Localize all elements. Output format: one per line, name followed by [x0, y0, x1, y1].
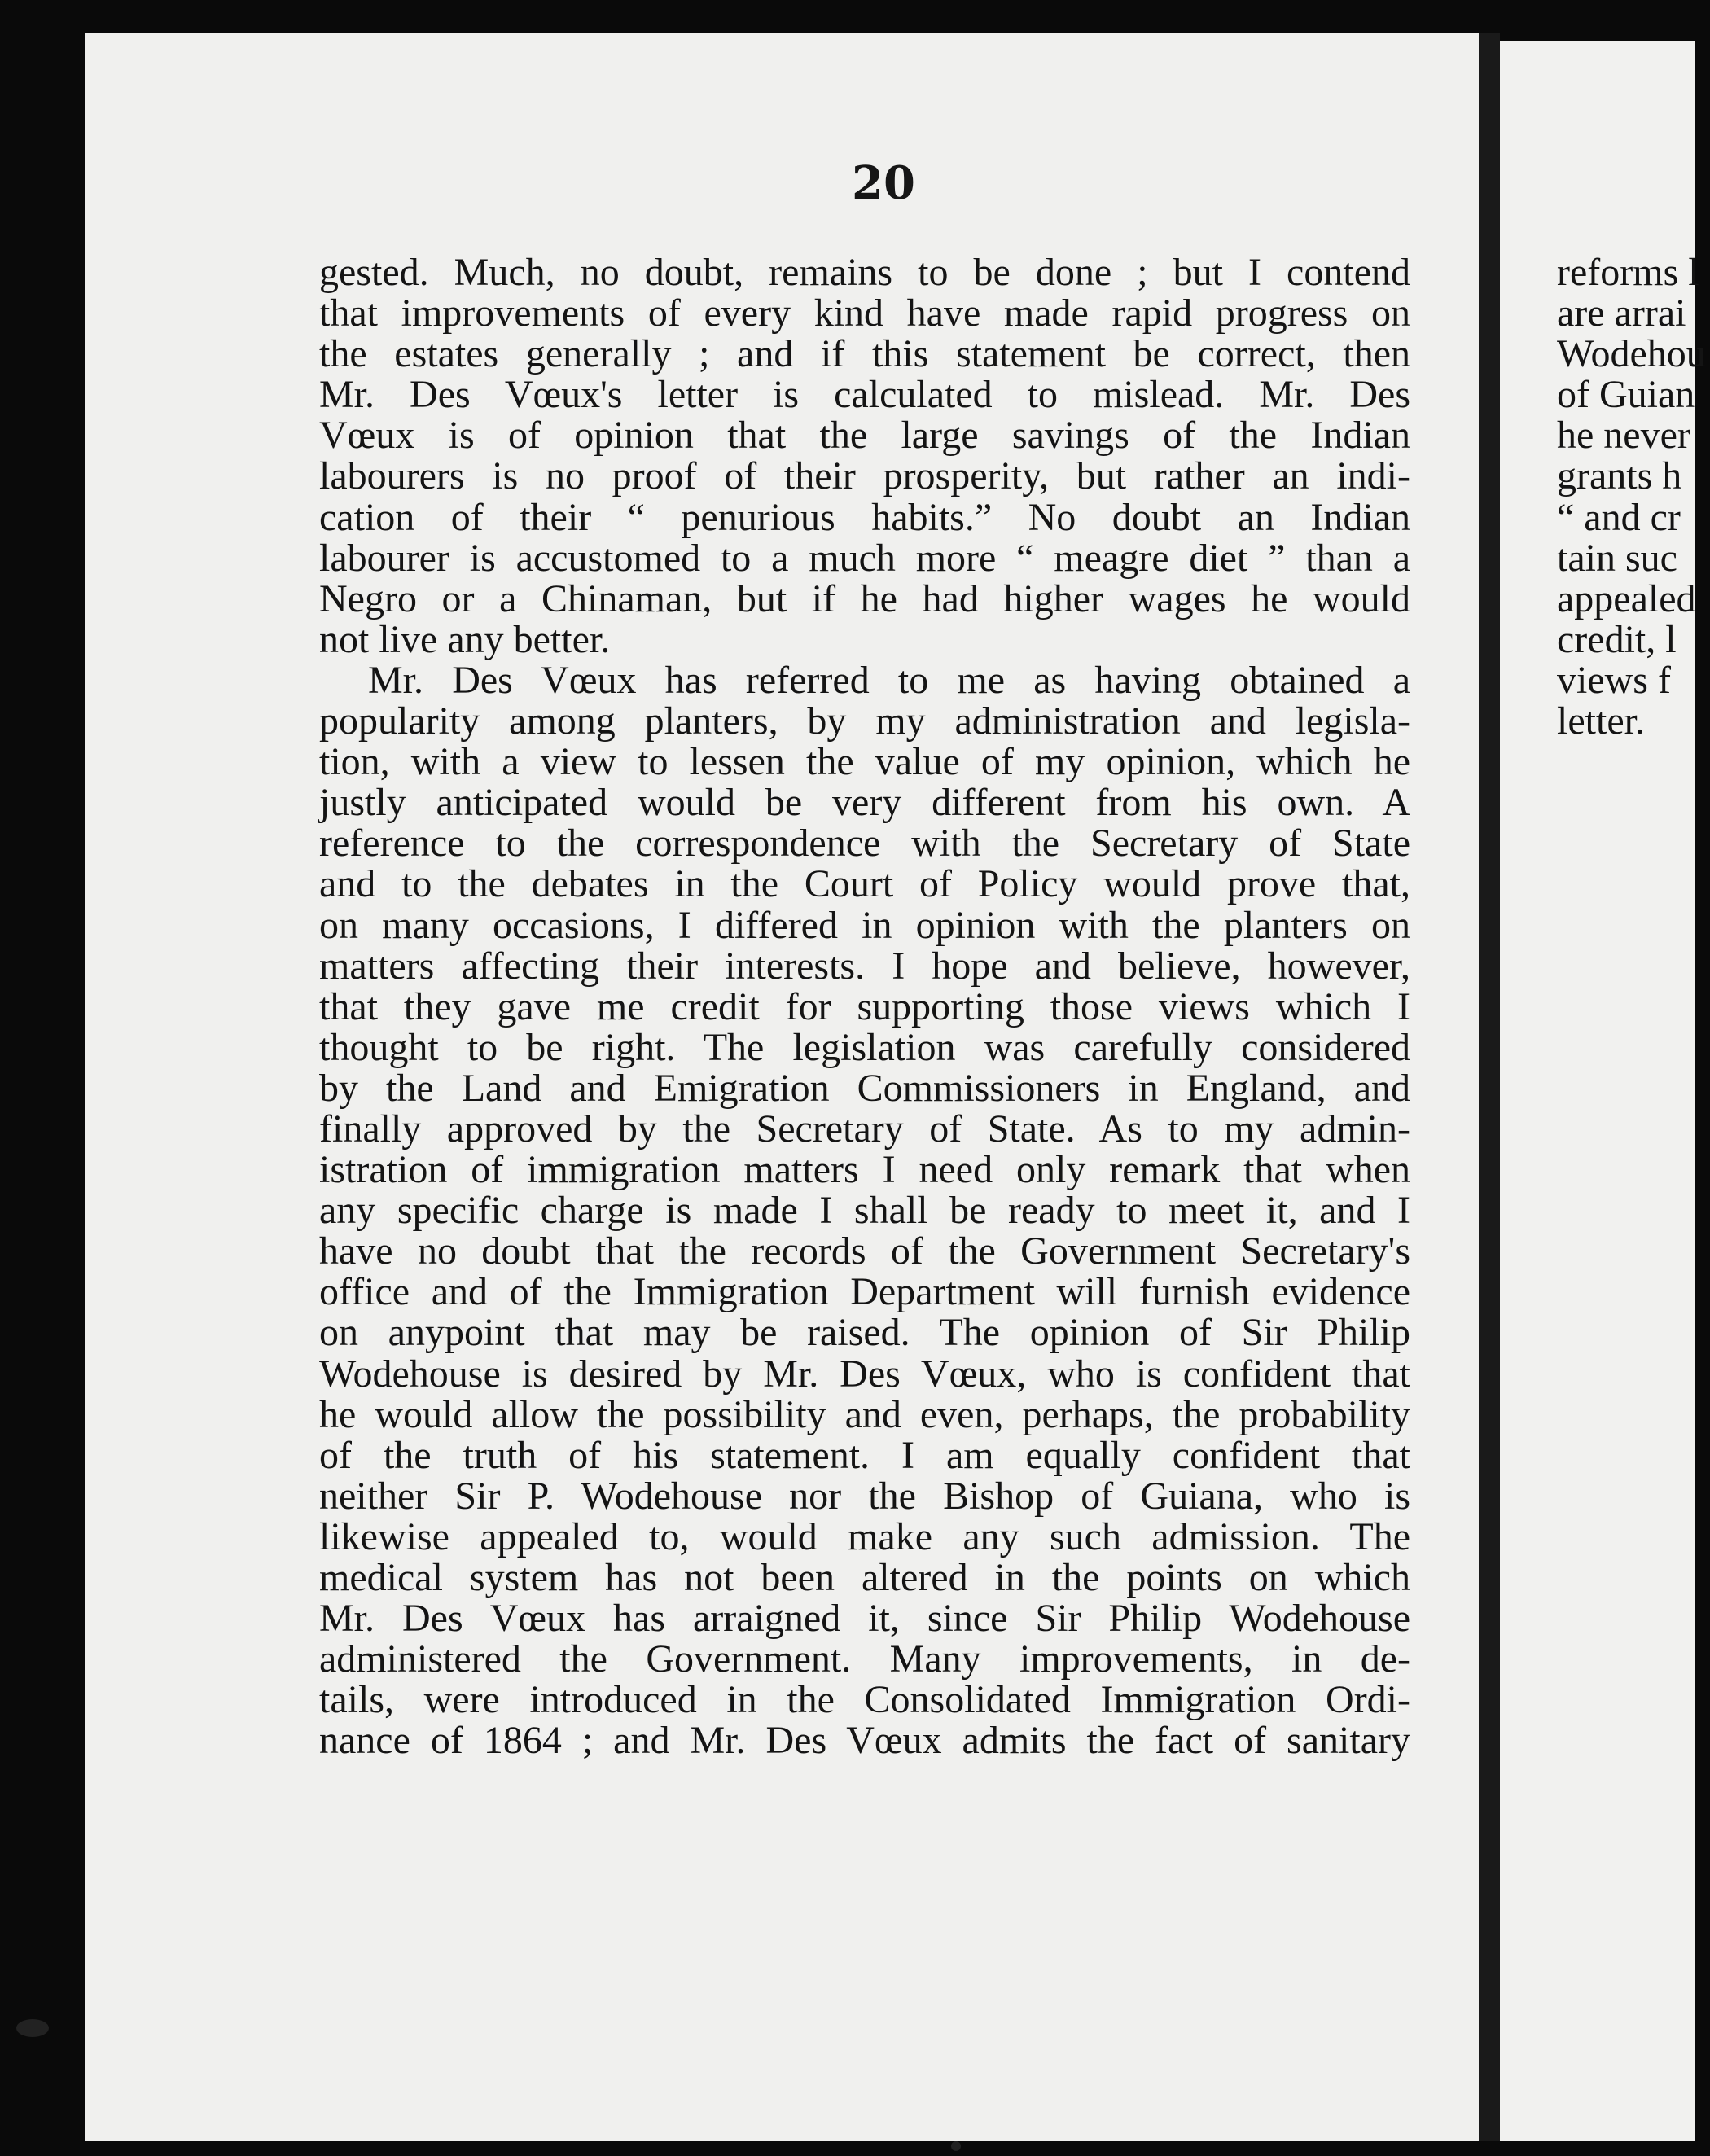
- right-text-line: of Guian: [1557, 373, 1695, 417]
- text-line: Negro or a Chinaman, but if he had higher wages he would: [319, 576, 1410, 620]
- text-line: finally approved by the Secretary of State. As to my admin-: [319, 1106, 1410, 1150]
- text-line: likewise appealed to, would make any such admission. The: [319, 1514, 1410, 1558]
- text-line: that improvements of every kind have made rapid progress on: [319, 291, 1410, 335]
- text-line: justly anticipated would be very different from his own. A: [319, 781, 1410, 825]
- right-text-line: grants h: [1557, 454, 1682, 498]
- text-line: popularity among planters, by my administration and legisla-: [319, 699, 1410, 743]
- text-line: Mr. Des Vœux has arraigned it, since Sir Philip Wodehouse: [319, 1597, 1410, 1641]
- right-text-line: letter.: [1557, 699, 1645, 743]
- text-line: Wodehouse is desired by Mr. Des Vœux, who is confident that: [319, 1352, 1410, 1396]
- text-line: neither Sir P. Wodehouse nor the Bishop of Guiana, who is: [319, 1474, 1410, 1518]
- scan-speck: [951, 2141, 961, 2151]
- text-line: not live any better.: [319, 617, 611, 661]
- right-text-line: views f: [1557, 658, 1671, 702]
- text-line: tion, with a view to lessen the value of my opinion, which he: [319, 740, 1410, 784]
- right-text-line: tain suc: [1557, 536, 1677, 580]
- scan-speck: [16, 2019, 49, 2037]
- right-page-text-block: [1557, 252, 1706, 742]
- text-line: have no doubt that the records of the Government Secretary's: [319, 1229, 1410, 1273]
- page-number: 20: [852, 156, 915, 210]
- book-gutter: [1479, 33, 1500, 2141]
- text-line: and to the debates in the Court of Policy would prove that,: [319, 862, 1410, 906]
- right-text-line: credit, l: [1557, 617, 1677, 661]
- text-line: medical system has not been altered in the points on which: [319, 1556, 1410, 1599]
- text-line: Vœux is of opinion that the large savings of the Indian: [319, 414, 1410, 458]
- text-line: any specific charge is made I shall be ready to meet it, and I: [319, 1189, 1410, 1233]
- text-line: the estates generally ; and if this statement be correct, then: [319, 332, 1410, 376]
- text-line: gested. Much, no doubt, remains to be done ; but I contend: [319, 251, 1410, 294]
- text-line: labourer is accustomed to a much more “ meagre diet ” than a: [319, 536, 1410, 580]
- right-text-line: appealed: [1557, 576, 1696, 620]
- right-text-line: Wodehou: [1557, 332, 1706, 376]
- text-line: office and of the Immigration Department will furnish evidence: [319, 1270, 1410, 1314]
- text-line: nance of 1864 ; and Mr. Des Vœux admits the fact of sanitary: [319, 1719, 1410, 1763]
- paragraph-start-line: Mr. Des Vœux has referred to me as having obtained a: [368, 658, 1410, 702]
- right-text-line: reforms l: [1557, 251, 1699, 294]
- right-text-line: are arrai: [1557, 291, 1686, 335]
- text-line: on many occasions, I differed in opinion with the planters on: [319, 903, 1410, 947]
- text-line: istration of immigration matters I need only remark that when: [319, 1148, 1410, 1192]
- right-text-line: “ and cr: [1557, 495, 1681, 539]
- right-text-line: he never: [1557, 414, 1690, 458]
- text-line: that they gave me credit for supporting those views which I: [319, 984, 1410, 1028]
- text-line: he would allow the possibility and even, perhaps, the probability: [319, 1392, 1410, 1436]
- text-line: on anypoint that may be raised. The opinion of Sir Philip: [319, 1311, 1410, 1355]
- text-line: reference to the correspondence with the Secretary of State: [319, 822, 1410, 865]
- text-line: tails, were introduced in the Consolidated Immigration Ordi-: [319, 1678, 1410, 1722]
- text-line: cation of their “ penurious habits.” No doubt an Indian: [319, 495, 1410, 539]
- text-line: Mr. Des Vœux's letter is calculated to mislead. Mr. Des: [319, 373, 1410, 417]
- text-line: of the truth of his statement. I am equally confident that: [319, 1433, 1410, 1477]
- text-line: labourers is no proof of their prosperity, but rather an indi-: [319, 454, 1410, 498]
- text-line: administered the Government. Many improvements, in de-: [319, 1637, 1410, 1681]
- text-line: by the Land and Emigration Commissioners in England, and: [319, 1066, 1410, 1110]
- text-line: thought to be right. The legislation was carefully considered: [319, 1025, 1410, 1069]
- main-text-block: [319, 252, 1410, 1761]
- text-line: matters affecting their interests. I hope and believe, however,: [319, 944, 1410, 988]
